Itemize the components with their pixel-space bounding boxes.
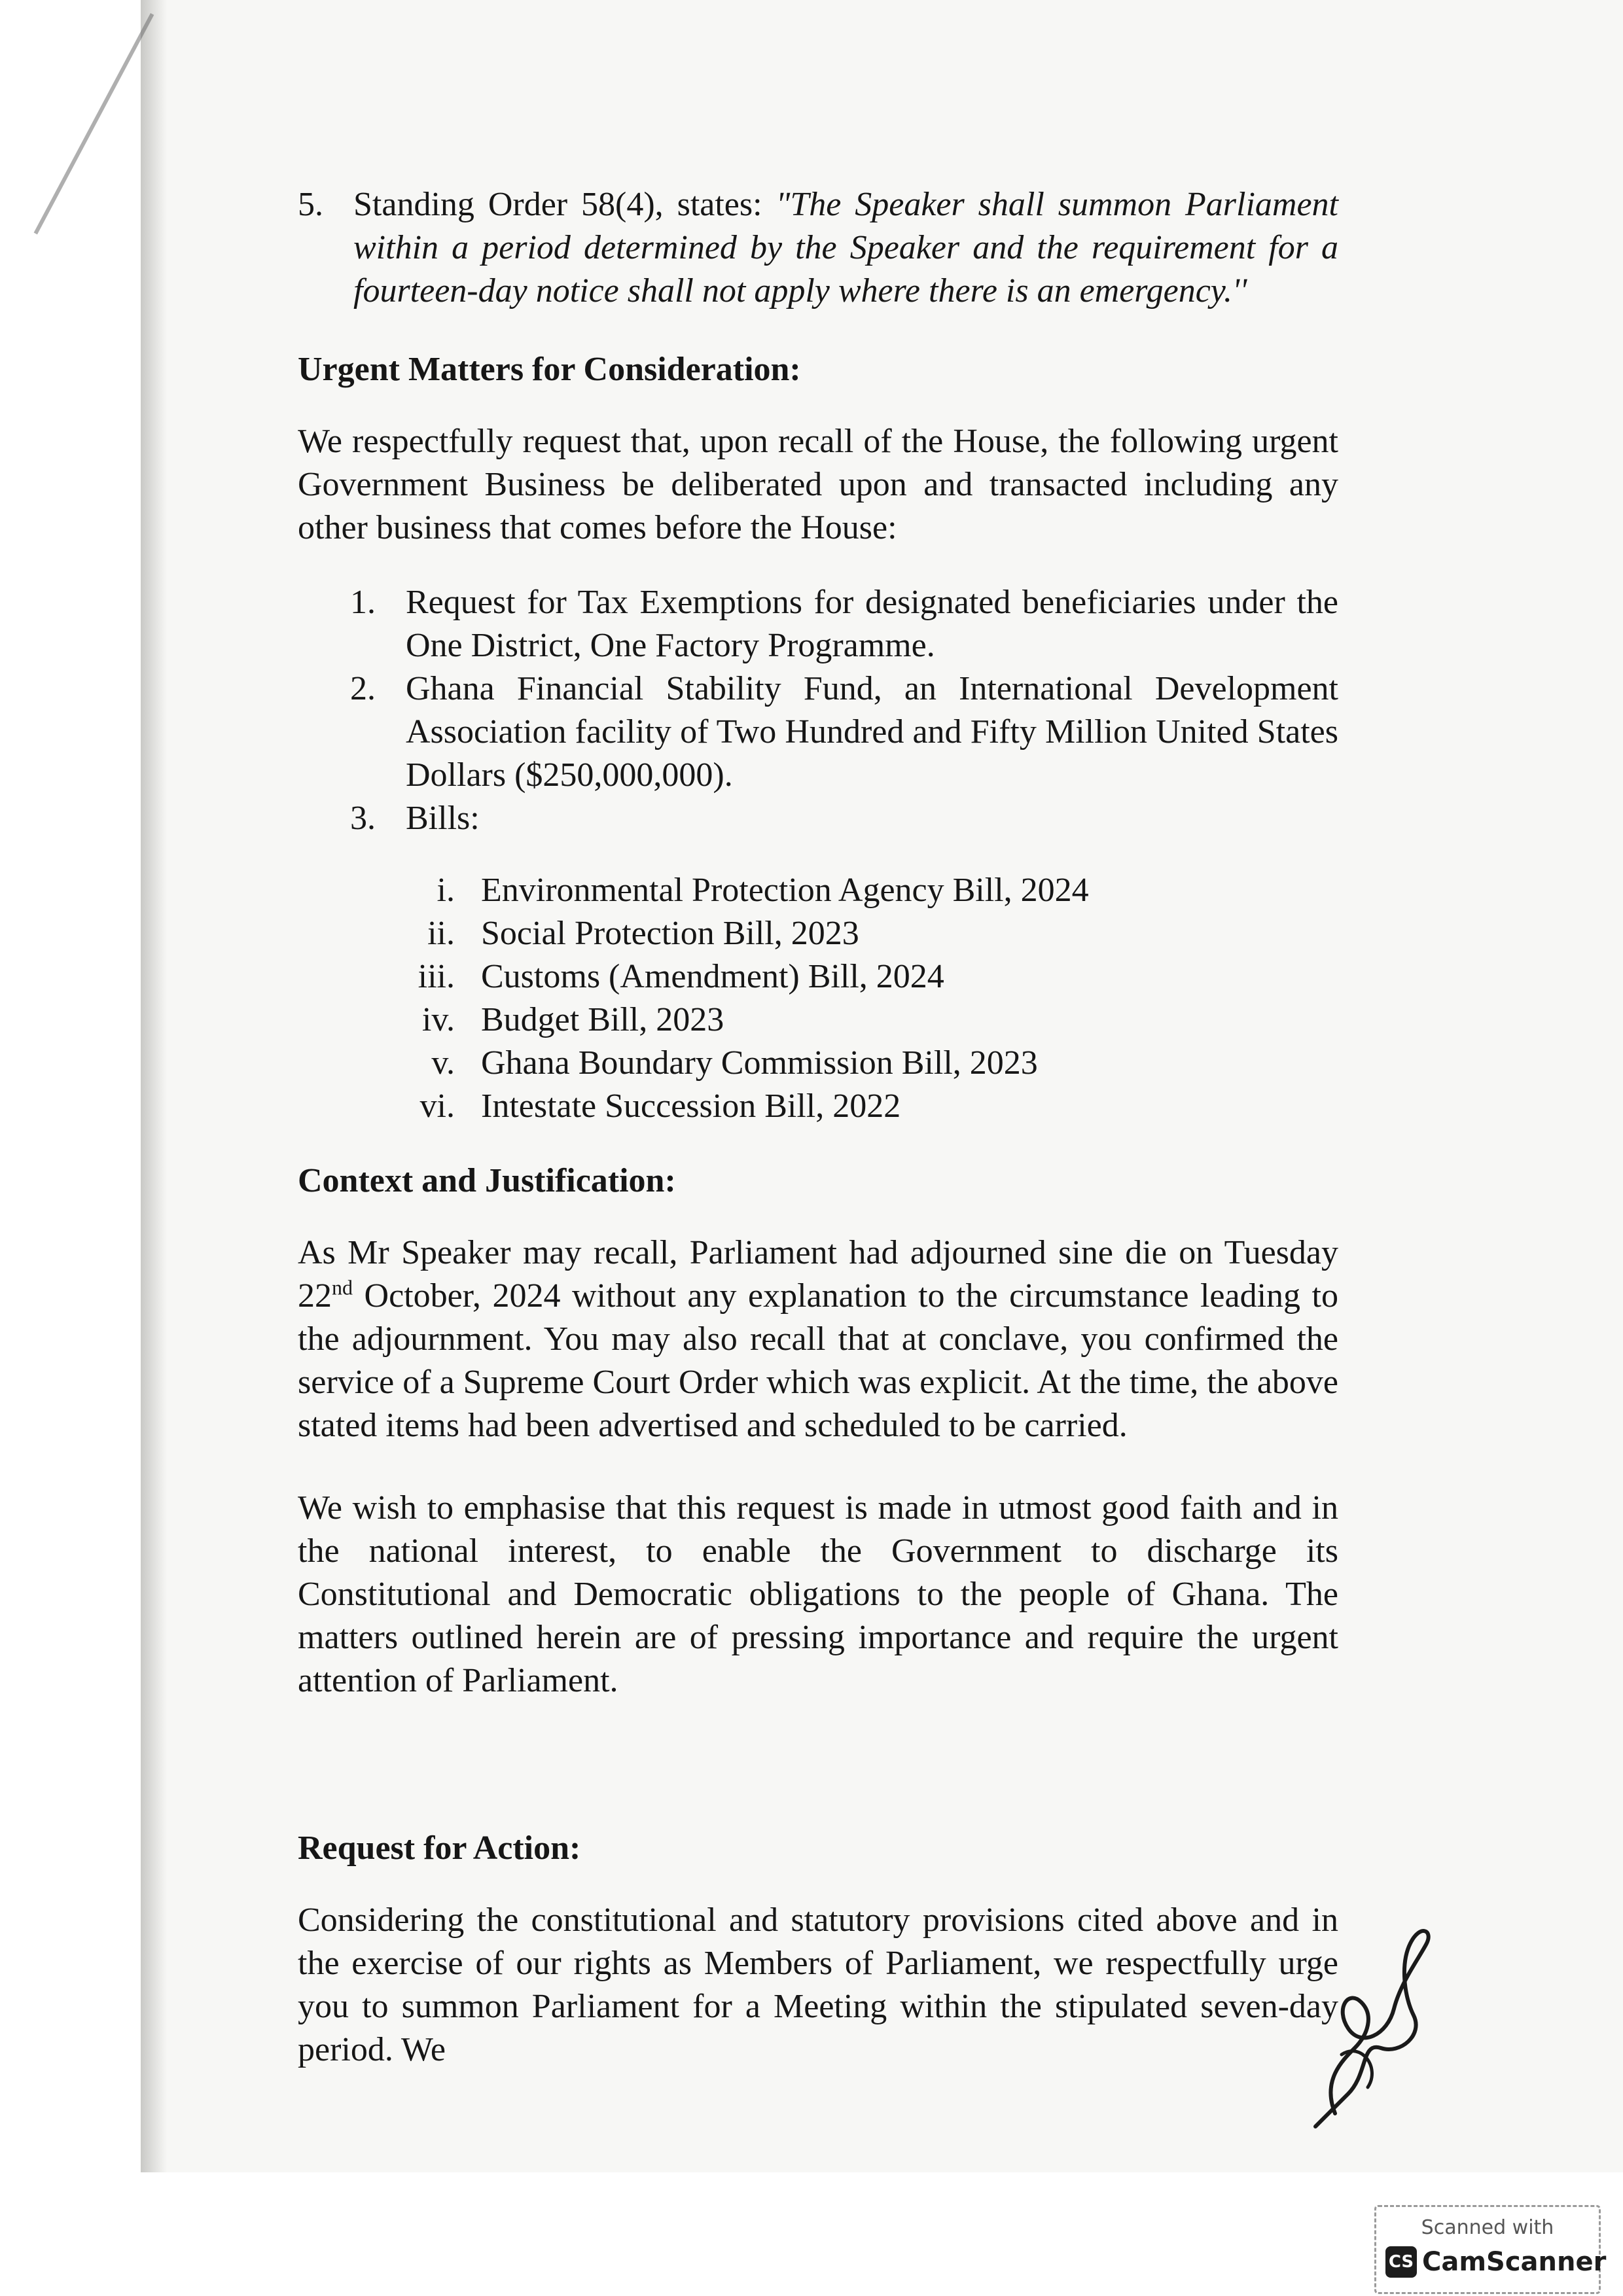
watermark-brand: CamScanner bbox=[1422, 2247, 1607, 2277]
context-text-b: October, 2024 without any explanation to the circumstance leading to the adjournment. You may also recall that at conclave, you confirmed the service of a Supreme Court Order which was explicit. At the time, the above stated items had been advertised and scheduled to be carried. bbox=[298, 1277, 1338, 1444]
list-item-number: 3. bbox=[350, 800, 376, 837]
list-item bbox=[350, 797, 1338, 840]
scan-edge-shadow bbox=[141, 0, 167, 2172]
bill-number: vi. bbox=[419, 1087, 455, 1125]
bill-title: Intestate Succession Bill, 2022 bbox=[481, 1087, 901, 1125]
watermark-caption: Scanned with bbox=[1421, 2216, 1554, 2239]
bill-number: v. bbox=[431, 1044, 455, 1082]
camscanner-logo-icon: CS bbox=[1385, 2246, 1417, 2278]
context-heading: Context and Justification: bbox=[298, 1162, 676, 1199]
context-paragraph-2: We wish to emphasise that this request is made in utmost good faith and in the national interest, to enable the Government to discharge its Constitutional and Democratic obligations to the people of Ghana. The matters outlined herein are of pressing importance and require the urgent attention of Parliament. bbox=[298, 1489, 1338, 1699]
bill-number: i. bbox=[437, 872, 455, 909]
bill-item bbox=[383, 955, 1338, 998]
urgent-list bbox=[350, 581, 1338, 840]
bill-item bbox=[383, 1042, 1338, 1085]
bill-number: iii. bbox=[418, 958, 455, 995]
bill-item bbox=[383, 998, 1338, 1042]
list-item-text: Request for Tax Exemptions for designated beneficiaries under the One District, One Factory Programme. bbox=[406, 584, 1338, 664]
request-action-paragraph: Considering the constitutional and statutory provisions cited above and in the exercise of our rights as Members of Parliament, we respectfully urge you to summon Parliament for a Meeting within the stipulated seven-day period. We bbox=[298, 1901, 1338, 2068]
item-number: 5. bbox=[298, 186, 323, 223]
camscanner-watermark bbox=[1374, 2205, 1607, 2294]
bill-number: iv. bbox=[421, 1001, 455, 1038]
bills-list bbox=[383, 869, 1338, 1128]
urgent-intro-paragraph: We respectfully request that, upon recall of the House, the following urgent Government Business be deliberated upon and transacted including any other business that comes before the House: bbox=[298, 423, 1338, 546]
bill-item bbox=[383, 869, 1338, 912]
bill-title: Environmental Protection Agency Bill, 2024 bbox=[481, 872, 1089, 909]
item-lead: Standing Order 58(4), states: bbox=[353, 186, 776, 223]
bill-item bbox=[383, 1085, 1338, 1128]
list-item-number: 2. bbox=[350, 670, 376, 707]
item-quote: "The Speaker shall summon Parliament within a period determined by the Speaker and the requirement for a fourteen-day notice shall not apply where there is an emergency.'' bbox=[353, 186, 1338, 309]
list-item-text: Ghana Financial Stability Fund, an International Development Association facility of Two Hundred and Fifty Million United States Dollars ($250,000,000). bbox=[406, 670, 1338, 794]
bill-title: Ghana Boundary Commission Bill, 2023 bbox=[481, 1044, 1038, 1082]
list-item bbox=[350, 581, 1338, 667]
bill-item bbox=[383, 912, 1338, 955]
request-action-heading: Request for Action: bbox=[298, 1829, 581, 1867]
context-paragraph-1 bbox=[298, 1231, 1338, 1447]
handwritten-signature-icon bbox=[1296, 1917, 1440, 2133]
list-item-number: 1. bbox=[350, 584, 376, 621]
bill-title: Social Protection Bill, 2023 bbox=[481, 915, 859, 952]
ordinal-suffix: nd bbox=[332, 1275, 353, 1299]
scan-artifact-line bbox=[34, 13, 154, 234]
bill-title: Budget Bill, 2023 bbox=[481, 1001, 724, 1038]
urgent-matters-heading: Urgent Matters for Consideration: bbox=[298, 351, 801, 388]
bill-number: ii. bbox=[427, 915, 455, 952]
item-text bbox=[353, 183, 1338, 313]
document-body bbox=[298, 183, 1338, 2072]
list-item-text: Bills: bbox=[406, 800, 480, 837]
list-item bbox=[350, 667, 1338, 797]
standing-order-item bbox=[298, 183, 1338, 313]
context-text-a: As Mr Speaker may recall, Parliament had adjourned sine die on Tuesday 22 bbox=[298, 1234, 1338, 1315]
bill-title: Customs (Amendment) Bill, 2024 bbox=[481, 958, 944, 995]
